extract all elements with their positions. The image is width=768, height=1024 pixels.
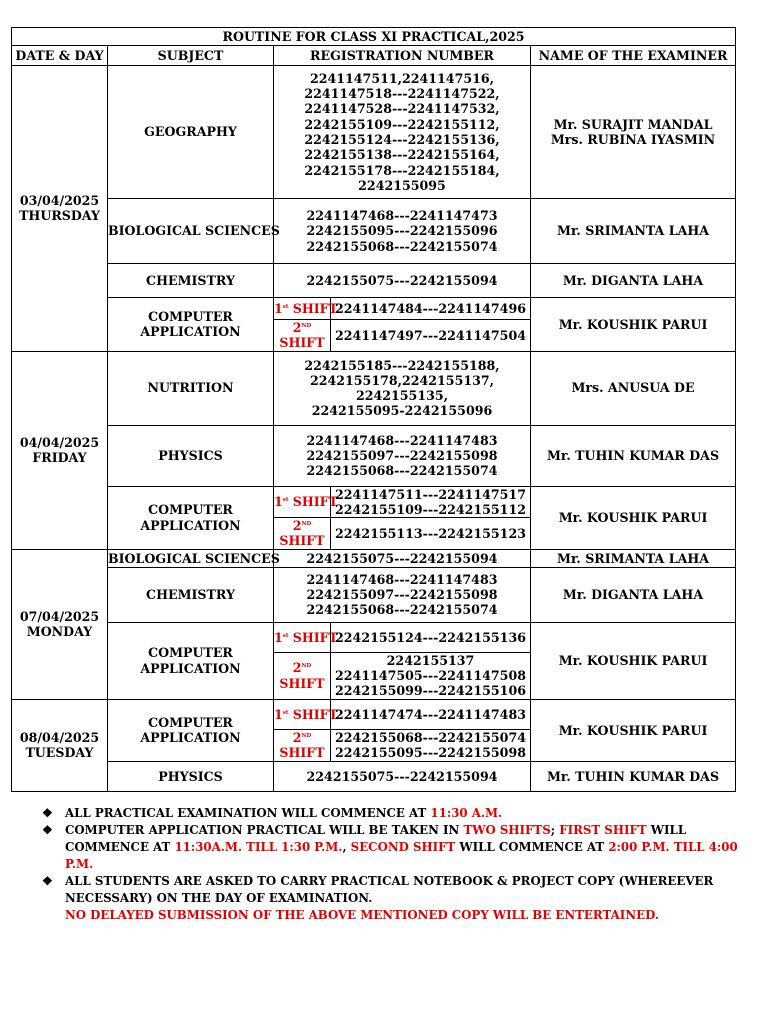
shift-number: 1 xyxy=(274,629,283,645)
registration-line: 2242155124---2242155136, xyxy=(304,132,500,147)
shift-word: SHIFT xyxy=(292,494,338,510)
shift-word: SHIFT xyxy=(279,533,325,549)
schedule-row xyxy=(12,549,736,567)
examiner-cell xyxy=(531,761,736,791)
registration-line: 2242155178,2242155137, xyxy=(309,372,495,388)
registration-cell xyxy=(274,66,531,199)
exam-day: MONDAY xyxy=(26,624,93,640)
registration-line: 2242155109---2242155112, xyxy=(304,116,500,132)
registration-cell xyxy=(274,264,531,298)
examiner-cell xyxy=(531,567,736,622)
note-text: ALL PRACTICAL EXAMINATION WILL COMMENCE AT xyxy=(65,806,431,820)
subject-name: PHYSICS xyxy=(158,447,223,463)
registration-line: 2242155109---2242155112 xyxy=(335,501,526,517)
note-highlight: 11:30A.M. TILL 1:30 P.M. xyxy=(174,840,343,854)
shift-number: 2 xyxy=(292,729,302,745)
registration-line: 2242155178---2242155184, xyxy=(304,162,500,178)
subject-cell xyxy=(108,298,274,352)
second-shift-registration xyxy=(331,320,531,352)
routine-title: ROUTINE FOR CLASS XI PRACTICAL,2025 xyxy=(12,28,736,46)
schedule-row xyxy=(12,486,736,518)
note-highlight: FIRST SHIFT xyxy=(559,823,647,837)
shift-number: 1 xyxy=(274,494,283,510)
subject-name: COMPUTER xyxy=(148,502,233,518)
first-shift-label xyxy=(274,699,338,729)
first-shift-label xyxy=(274,486,338,518)
examiner-name: Mr. KOUSHIK PARUI xyxy=(558,316,708,332)
shift-number: 2 xyxy=(292,660,302,676)
examiner-cell xyxy=(531,264,736,298)
schedule-row xyxy=(12,66,736,199)
schedule-row xyxy=(12,761,736,791)
subject-name: CHEMISTRY xyxy=(146,587,235,603)
registration-line: 2241147468---2241147483 xyxy=(306,432,498,448)
subject-name: COMPUTER xyxy=(148,645,233,661)
registration-cell xyxy=(274,199,531,264)
shift-suffix: st xyxy=(282,497,289,504)
shift-suffix: ND xyxy=(301,521,312,527)
subject-name: APPLICATION xyxy=(140,517,241,533)
registration-cell xyxy=(274,425,531,486)
header-registration-number: REGISTRATION NUMBER xyxy=(274,46,531,66)
examiner-name: Mr. SRIMANTA LAHA xyxy=(557,223,710,239)
exam-date: 04/04/2025 xyxy=(19,434,100,450)
registration-line: 2242155095---2242155096 xyxy=(306,223,498,239)
examiner-cell xyxy=(531,66,736,199)
note-item xyxy=(42,822,758,873)
examiner-cell xyxy=(531,425,736,486)
exam-date: 03/04/2025 xyxy=(19,193,100,208)
registration-line: 2241147468---2241147483 xyxy=(306,571,498,587)
first-shift-registration xyxy=(331,486,531,518)
subject-name: BIOLOGICAL SCIENCES xyxy=(108,550,280,566)
examiner-cell xyxy=(531,699,736,761)
subject-cell xyxy=(108,761,274,791)
note-item xyxy=(42,873,758,924)
examiner-name: Mr. KOUSHIK PARUI xyxy=(558,653,708,669)
schedule-row xyxy=(12,425,736,486)
subject-name: COMPUTER xyxy=(148,714,233,730)
examiner-name: Mr. DIGANTA LAHA xyxy=(562,587,704,603)
first-shift-registration xyxy=(331,298,531,320)
shift-word: SHIFT xyxy=(292,706,338,722)
registration-line: 2242155095---2242155098 xyxy=(335,745,526,761)
exam-date: 08/04/2025 xyxy=(19,729,100,745)
date-day-cell xyxy=(12,699,108,791)
first-shift-registration xyxy=(331,699,531,729)
shift-word: SHIFT xyxy=(292,300,338,316)
registration-cell xyxy=(274,761,531,791)
schedule-row xyxy=(12,567,736,622)
exam-date: 07/04/2025 xyxy=(19,608,100,624)
registration-line: 2242155095-2242155096 xyxy=(311,403,493,419)
note-text: WILL COMMENCE AT xyxy=(65,823,687,854)
examiner-cell xyxy=(531,199,736,264)
diamond-bullet-icon: ❖ xyxy=(42,874,53,888)
registration-line: 2242155068---2242155074 xyxy=(306,463,498,479)
note-text: ALL STUDENTS ARE ASKED TO CARRY PRACTICAL NOTEBOOK & PROJECT COPY (WHEREEVER NECESSARY) ON THE DAY OF EXAMINATION. xyxy=(65,874,714,905)
registration-line: 2242155068---2242155074 xyxy=(335,729,526,745)
schedule-row xyxy=(12,264,736,298)
registration-line: 2242155113---2242155123 xyxy=(335,525,526,541)
registration-line: 2241147474---2241147483 xyxy=(335,706,526,722)
note-highlight: NO DELAYED SUBMISSION OF THE ABOVE MENTIONED COPY WILL BE ENTERTAINED. xyxy=(65,908,660,922)
registration-line: 2242155124---2242155136 xyxy=(335,629,526,645)
examiner-name: Mr. DIGANTA LAHA xyxy=(562,272,704,288)
registration-cell xyxy=(274,549,531,567)
note-text: ; xyxy=(550,823,560,837)
second-shift-label xyxy=(274,729,331,761)
notes-list xyxy=(42,805,758,924)
subject-name: APPLICATION xyxy=(140,324,241,340)
subject-name: GEOGRAPHY xyxy=(144,124,237,140)
registration-line: 2241147528---2241147532, xyxy=(304,101,500,117)
date-day-cell xyxy=(12,549,108,699)
shift-suffix: ND xyxy=(301,663,312,670)
schedule-row xyxy=(12,622,736,652)
first-shift-label xyxy=(274,298,338,320)
shift-number: 1 xyxy=(274,706,283,722)
header-examiner: NAME OF THE EXAMINER xyxy=(531,46,736,66)
registration-line: 2242155075---2242155094 xyxy=(306,272,498,288)
subject-cell xyxy=(108,199,280,264)
examiner-name: Mr. TUHIN KUMAR DAS xyxy=(546,768,720,784)
shift-number: 2 xyxy=(292,320,302,335)
registration-line: 2241147468---2241147473 xyxy=(306,208,498,224)
shift-word: SHIFT xyxy=(292,629,338,645)
registration-line: 2242155138---2242155164, xyxy=(304,147,500,163)
second-shift-registration xyxy=(331,518,531,550)
date-day-cell xyxy=(12,66,108,352)
second-shift-registration xyxy=(331,652,531,699)
subject-cell xyxy=(108,549,280,567)
exam-day: THURSDAY xyxy=(19,208,100,224)
registration-line: 2242155099---2242155106 xyxy=(335,683,526,699)
registration-line: 2241147518---2241147522, xyxy=(304,86,500,102)
registration-line: 2242155137 xyxy=(386,652,475,668)
examiner-name: Mrs. RUBINA IYASMIN xyxy=(550,132,716,147)
examiner-name: Mr. TUHIN KUMAR DAS xyxy=(546,447,720,463)
diamond-bullet-icon: ❖ xyxy=(42,806,53,820)
note-highlight: TWO SHIFTS xyxy=(463,823,551,837)
examiner-cell xyxy=(531,351,736,425)
registration-line: 2241147497---2241147504 xyxy=(335,327,526,343)
header-subject: SUBJECT xyxy=(108,46,274,66)
schedule-row xyxy=(12,298,736,320)
subject-name: PHYSICS xyxy=(158,768,223,784)
registration-line: 2242155068---2242155074 xyxy=(306,602,498,618)
subject-cell xyxy=(108,351,274,425)
examiner-name: Mr. KOUSHIK PARUI xyxy=(558,722,708,738)
shift-word: SHIFT xyxy=(279,335,325,351)
shift-word: SHIFT xyxy=(279,745,325,761)
schedule-row xyxy=(12,699,736,729)
subject-cell xyxy=(108,425,274,486)
examiner-name: Mrs. ANUSUA DE xyxy=(571,380,695,396)
note-text: , xyxy=(342,840,351,854)
subject-cell xyxy=(108,699,274,761)
shift-number: 1 xyxy=(274,300,283,316)
header-date-day: DATE & DAY xyxy=(12,46,108,66)
registration-line: 2242155095 xyxy=(358,177,446,193)
registration-line: 2242155068---2242155074 xyxy=(306,238,498,254)
note-highlight: SECOND SHIFT xyxy=(350,840,456,854)
note-item xyxy=(42,805,758,822)
shift-suffix: st xyxy=(282,632,289,639)
registration-cell xyxy=(274,567,531,622)
shift-suffix: st xyxy=(282,709,289,716)
registration-line: 2242155097---2242155098 xyxy=(306,587,498,603)
second-shift-label xyxy=(274,320,331,352)
subject-name: APPLICATION xyxy=(140,730,241,746)
subject-cell xyxy=(108,486,274,549)
subject-name: NUTRITION xyxy=(147,380,234,396)
registration-line: 2241147505---2241147508 xyxy=(335,668,526,684)
subject-name: APPLICATION xyxy=(140,660,241,676)
second-shift-label xyxy=(274,652,331,699)
registration-cell xyxy=(274,351,531,425)
registration-line: 2241147484---2241147496 xyxy=(335,300,526,316)
subject-cell xyxy=(108,264,274,298)
subject-cell xyxy=(108,567,274,622)
subject-name: COMPUTER xyxy=(148,309,233,324)
schedule-row xyxy=(12,199,736,264)
registration-line: 2242155097---2242155098 xyxy=(306,447,498,463)
schedule-row xyxy=(12,351,736,425)
date-day-cell xyxy=(12,351,108,549)
shift-suffix: ND xyxy=(301,322,312,329)
second-shift-label xyxy=(274,518,331,550)
shift-suffix: ND xyxy=(301,732,312,739)
exam-day: FRIDAY xyxy=(32,450,87,466)
registration-line: 2241147511---2241147517 xyxy=(335,486,526,502)
examiner-cell xyxy=(531,549,736,567)
examiner-cell xyxy=(531,298,736,352)
shift-number: 2 xyxy=(292,518,302,534)
subject-cell xyxy=(108,66,274,199)
shift-suffix: st xyxy=(282,303,289,310)
examiner-name: Mr. KOUSHIK PARUI xyxy=(558,510,708,526)
diamond-bullet-icon: ❖ xyxy=(42,823,53,837)
examiner-name: Mr. SURAJIT MANDAL xyxy=(553,116,713,132)
first-shift-registration xyxy=(331,622,531,652)
subject-name: BIOLOGICAL SCIENCES xyxy=(108,223,280,239)
exam-day: TUESDAY xyxy=(25,745,94,761)
subject-name: CHEMISTRY xyxy=(146,272,235,288)
note-highlight: 11:30 A.M. xyxy=(430,806,503,820)
registration-line: 2242155135, xyxy=(355,388,448,404)
examiner-cell xyxy=(531,622,736,699)
registration-line: 2242155185---2242155188, xyxy=(304,357,500,373)
examiner-name: Mr. SRIMANTA LAHA xyxy=(557,550,710,566)
registration-line: 2242155075---2242155094 xyxy=(306,768,498,784)
examiner-cell xyxy=(531,486,736,549)
registration-line: 2241147511,2241147516, xyxy=(309,70,495,86)
second-shift-registration xyxy=(331,729,531,761)
registration-line: 2242155075---2242155094 xyxy=(306,550,498,566)
shift-word: SHIFT xyxy=(279,675,325,691)
note-highlight: 2:00 P.M. TILL 4:00 P.M. xyxy=(65,840,738,871)
routine-table xyxy=(11,27,736,792)
note-text: WILL COMMENCE AT xyxy=(455,840,609,854)
note-text: COMPUTER APPLICATION PRACTICAL WILL BE TAKEN IN xyxy=(65,823,464,837)
subject-cell xyxy=(108,622,274,699)
first-shift-label xyxy=(274,622,338,652)
